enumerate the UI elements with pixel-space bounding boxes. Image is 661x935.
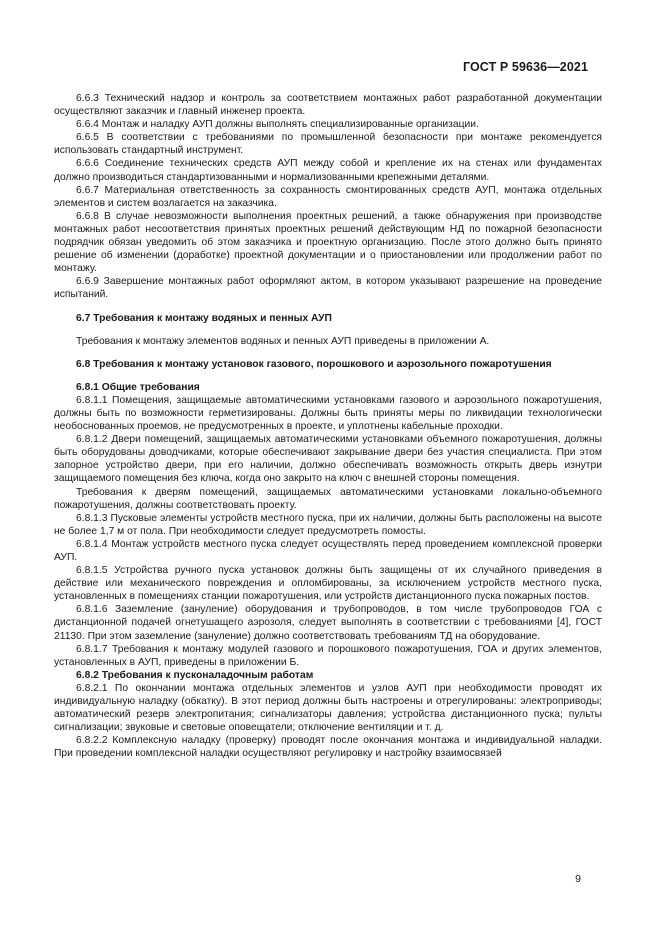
clause-6-8-2-1: 6.8.2.1 По окончании монтажа отдельных элементов и узлов АУП при необходимости проводят их индивидуальную наладку (обкатку). В этот период должны быть настроены и отрегулированы: электроприводы; автоматический резерв электропитания; сигнализаторы давления; устройства дистанционного пуска; пульты сигнализации; звуковые и световые оповещатели; отключение вентиляции и т. д. bbox=[54, 682, 602, 734]
clause-6-8-1-7: 6.8.1.7 Требования к монтажу модулей газового и порошкового пожаротушения, ГОА и других элементов, установленных в АУП, приведены в приложении Б. bbox=[54, 643, 602, 668]
document-code: ГОСТ Р 59636—2021 bbox=[462, 60, 588, 74]
clause-6-6-6: 6.6.6 Соединение технических средств АУП между собой и крепление их на стенах или фундаментах должно производиться стандартизованными и нормализованными крепежными деталями. bbox=[54, 158, 602, 183]
clause-6-8-1-4: 6.8.1.4 Монтаж устройств местного пуска следует осуществлять перед проведением комплексной проверки АУП. bbox=[54, 538, 602, 563]
clause-6-8-2-2: 6.8.2.2 Комплексную наладку (проверку) проводят после окончания монтажа и индивидуальной наладки. При проведении комплексной наладки осуществляют регулировку и настройку взаимосвязей bbox=[54, 735, 602, 760]
clause-6-8-1-2: 6.8.1.2 Двери помещений, защищаемых автоматическими установками объемного пожаротушения, должны быть оборудованы доводчиками, которые обеспечивают закрывание двери без участия специалиста. При этом запорное устройство двери, при его наличии, должно обеспечивать возможность открыть дверь изнутри защищаемого помещения без ключа, когда оно закрыто на ключ с внешней стороны помещения. bbox=[54, 434, 602, 485]
page-number: 9 bbox=[575, 873, 581, 885]
section-6-7-text: Требования к монтажу элементов водяных и пенных АУП приведены в приложении А. bbox=[76, 335, 490, 347]
clause-6-6-9: 6.6.9 Завершение монтажных работ оформляют актом, в котором указывают разрешение на проведение испытаний. bbox=[54, 276, 602, 301]
section-heading-6-8: 6.8 Требования к монтажу установок газового, порошкового и аэрозольного пожаротушения bbox=[76, 358, 552, 370]
subsection-heading-6-8-1: 6.8.1 Общие требования bbox=[76, 381, 200, 393]
clause-6-8-1-5: 6.8.1.5 Устройства ручного пуска установок должны быть защищены от их случайного приведения в действие или механического повреждения и опломбированы, за исключением устройств местного пуска, установленных в помещениях станции пожаротушения, или устройств дистанционного пуска пожарных постов. bbox=[54, 565, 602, 603]
document-body bbox=[54, 92, 602, 761]
clause-6-6-7: 6.6.7 Материальная ответственность за сохранность смонтированных средств АУП, монтажа отдельных элементов и систем возлагается на заказчика. bbox=[54, 184, 602, 209]
clause-6-6-8: 6.6.8 В случае невозможности выполнения проектных решений, а также обнаружения при производстве монтажных работ несоответствия принятых проектных решений действующим НД по пожарной безопасности подрядчик обязан уведомить об этом заказчика и проектную организацию. После этого должно быть принято решение об изменении (доработке) проектной документации и о приостановлении или продолжении работ по монтажу. bbox=[54, 210, 602, 275]
clause-6-8-1-2-doors: Требования к дверям помещений, защищаемых автоматическими установками локально-объемного пожаротушения, должны соответствовать проекту. bbox=[54, 486, 602, 511]
clause-6-8-1-1: 6.8.1.1 Помещения, защищаемые автоматическими установками газового и аэрозольного пожаротушения, должны быть по возможности герметизированы. Должны быть приняты меры по ликвидации технологически необоснованных проемов, не предусмотренных в проекте, и уплотнены кабельные проходки. bbox=[54, 394, 602, 433]
clause-6-8-1-3: 6.8.1.3 Пусковые элементы устройств местного пуска, при их наличии, должны быть расположены на высоте не более 1,7 м от пола. При необходимости следует предусмотреть помосты. bbox=[54, 512, 602, 537]
clause-6-6-5: 6.6.5 В соответствии с требованиями по промышленной безопасности при монтаже рекомендуется использовать стандартный инструмент. bbox=[54, 132, 602, 157]
clause-6-6-3: 6.6.3 Технический надзор и контроль за соответствием монтажных работ разработанной документации осуществляют заказчик и главный инженер проекта. bbox=[54, 93, 602, 118]
subsection-heading-6-8-2: 6.8.2 Требования к пусконаладочным работам bbox=[76, 669, 314, 681]
clause-6-6-4: 6.6.4 Монтаж и наладку АУП должны выполнять специализированные организации. bbox=[76, 119, 479, 131]
section-heading-6-7: 6.7 Требования к монтажу водяных и пенных АУП bbox=[76, 312, 332, 324]
clause-6-8-1-6: 6.8.1.6 Заземление (зануление) оборудования и трубопроводов, в том числе трубопроводов ГОА с дистанционной подачей огнетушащего аэрозоля, следует выполнять в соответствии с требованиями [4], ГОСТ 21130. При этом заземление (зануление) должно соответствовать требованиям ТД на оборудование. bbox=[54, 604, 602, 642]
